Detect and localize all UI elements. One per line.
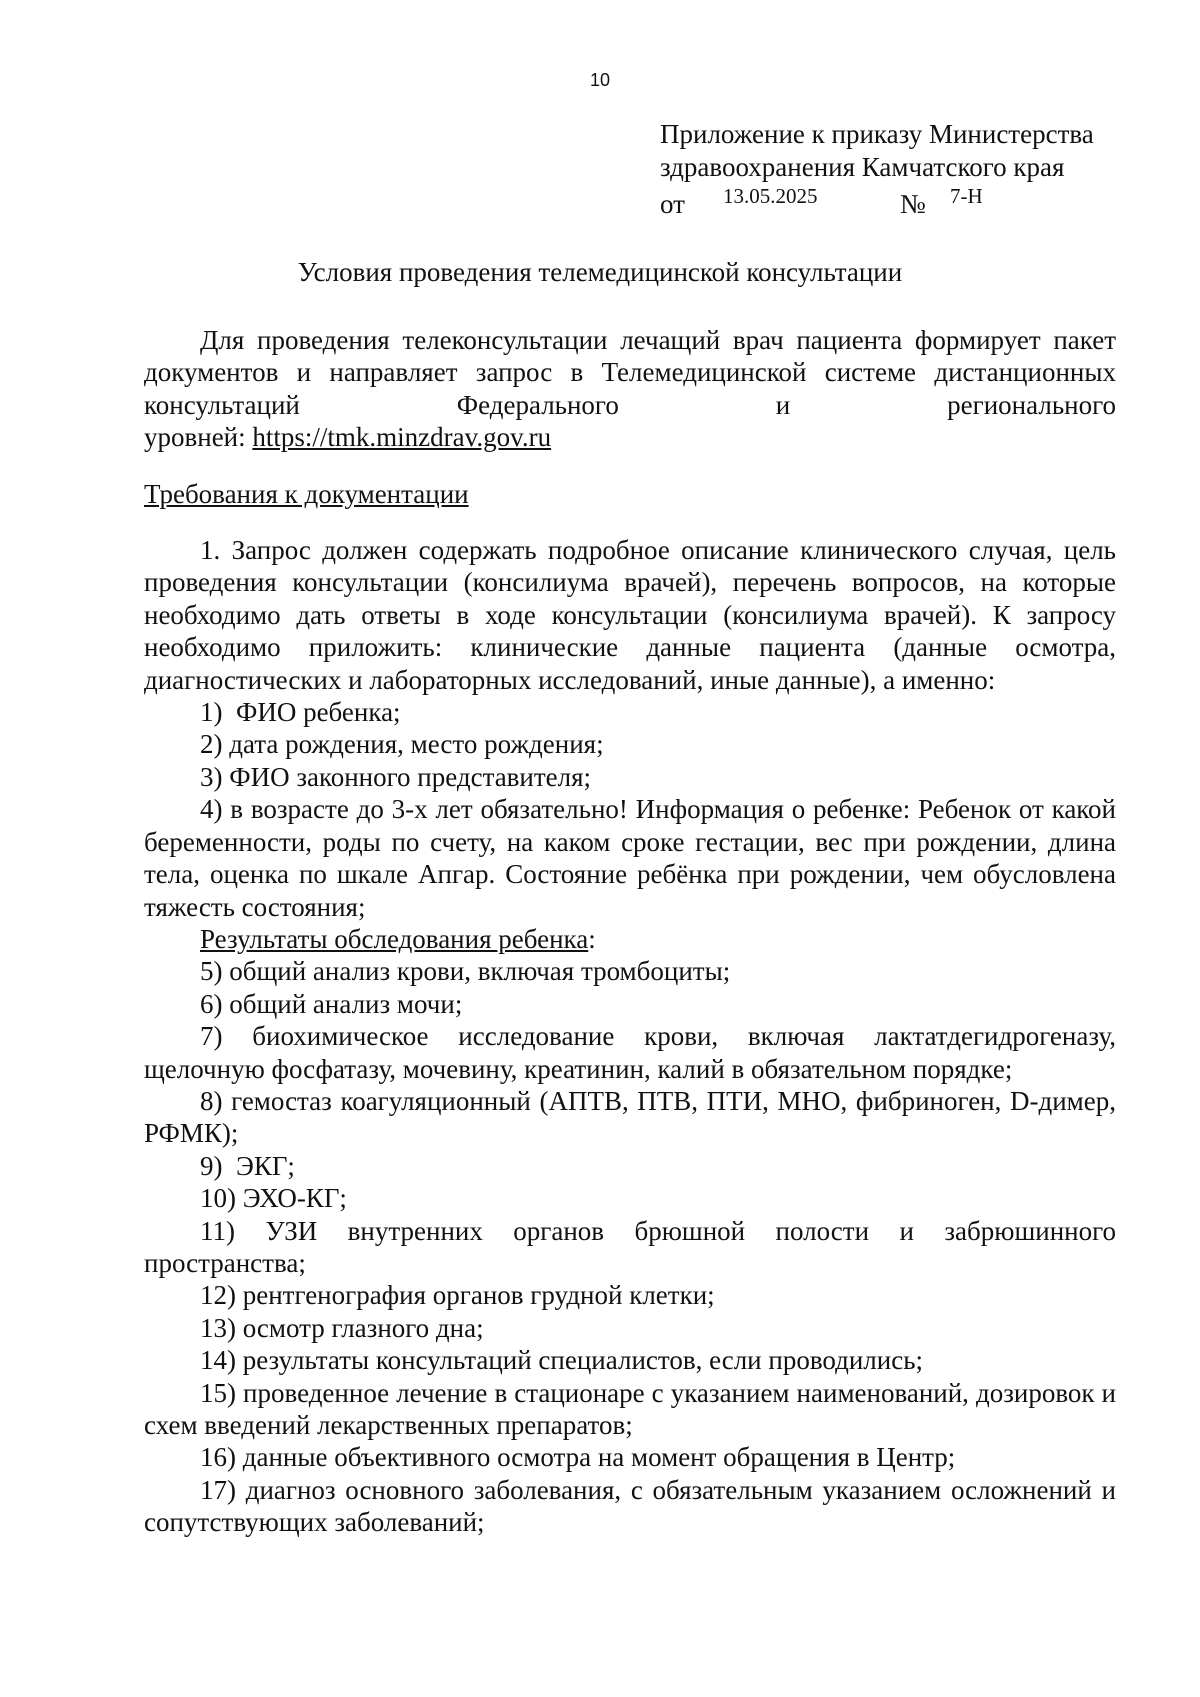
list-item: 5) общий анализ крови, включая тромбоциты; xyxy=(200,956,731,987)
list-item: 3) ФИО законного представителя; xyxy=(200,761,592,792)
list-item: 17) диагноз основного заболевания, с обязательным указанием осложнений и сопутствующих заболеваний; xyxy=(144,1474,1116,1538)
list-item: 8) гемостаз коагуляционный (АПТВ, ПТВ, ПТИ, МНО, фибриноген, D-димер, РФМК); xyxy=(144,1085,1116,1149)
list-item: 2) дата рождения, место рождения; xyxy=(200,729,604,760)
order-number: 7-Н xyxy=(950,184,983,208)
list-b xyxy=(144,955,1116,1538)
intro-paragraph xyxy=(144,324,1116,421)
intro-link-line xyxy=(144,421,1116,453)
section-heading-text: Требования к документации xyxy=(144,478,469,509)
list-item: 4) в возрасте до 3-х лет обязательно! Информация о ребенке: Ребенок от какой беременности, роды по счету, на каком сроке гестации, вес при рождении, длина тела, оценка по шкале Апгар. Состояние ребёнка при рождении, чем обусловлена тяжесть состояния; xyxy=(144,794,1116,922)
results-heading: Результаты обследования ребенка xyxy=(200,923,589,954)
list-item: 7) биохимическое исследование крови, включая лактатдегидрогеназу, щелочную фосфатазу, мочевину, креатинин, калий в обязательном порядке; xyxy=(144,1021,1116,1084)
tmk-link[interactable]: https://tmk.minzdrav.gov.ru xyxy=(252,422,552,453)
requirements-paragraph: 1. Запрос должен содержать подробное описание клинического случая, цель проведения консультации (консилиума врачей), перечень вопросов, на которые необходимо дать ответы в ходе консультации (консилиума врачей). К запросу необходимо приложить: клинические данные пациента (данные осмотра, диагностических и лабораторных исследований, иные данные), а именно: xyxy=(144,535,1116,695)
order-date: 13.05.2025 xyxy=(723,184,818,208)
document-title: Условия проведения телемедицинской консультации xyxy=(297,257,903,287)
list-item: 14) результаты консультаций специалистов, если проводились; xyxy=(200,1345,924,1376)
document-body xyxy=(144,324,1116,1539)
intro-tail: уровней: xyxy=(144,422,253,453)
results-heading-colon: : xyxy=(588,923,596,954)
intro-text: Для проведения телеконсультации лечащий врач пациента формирует пакет документов и направляет запрос в Телемедицинской системе дистанционных консультаций Федерального и регионального xyxy=(144,325,1116,420)
list-item: 13) осмотр глазного дна; xyxy=(200,1312,484,1343)
list-item: 16) данные объективного осмотра на момент обращения в Центр; xyxy=(200,1442,956,1473)
list-item: 9) ЭКГ; xyxy=(200,1150,295,1181)
order-meta xyxy=(660,184,1094,224)
page-number: 10 xyxy=(589,70,611,90)
list-item: 10) ЭХО-КГ; xyxy=(200,1183,347,1214)
list-item: 1) ФИО ребенка; xyxy=(200,697,401,728)
results-heading-line xyxy=(144,923,1116,955)
appendix-line-2: здравоохранения Камчатского края xyxy=(660,152,1065,182)
order-number-label: № xyxy=(900,189,926,219)
section-heading xyxy=(144,478,1116,510)
list-item: 11) УЗИ внутренних органов брюшной полости и забрюшинного пространства; xyxy=(144,1215,1116,1278)
list-item: 15) проведенное лечение в стационаре с указанием наименований, дозировок и схем введений лекарственных препаратов; xyxy=(144,1377,1116,1440)
appendix-block xyxy=(660,118,1094,224)
list-item: 6) общий анализ мочи; xyxy=(200,988,463,1019)
order-date-label: от xyxy=(660,189,685,219)
list-a xyxy=(144,696,1116,923)
list-item: 12) рентгенография органов грудной клетки; xyxy=(200,1280,715,1311)
appendix-line-1: Приложение к приказу Министерства xyxy=(660,119,1094,149)
